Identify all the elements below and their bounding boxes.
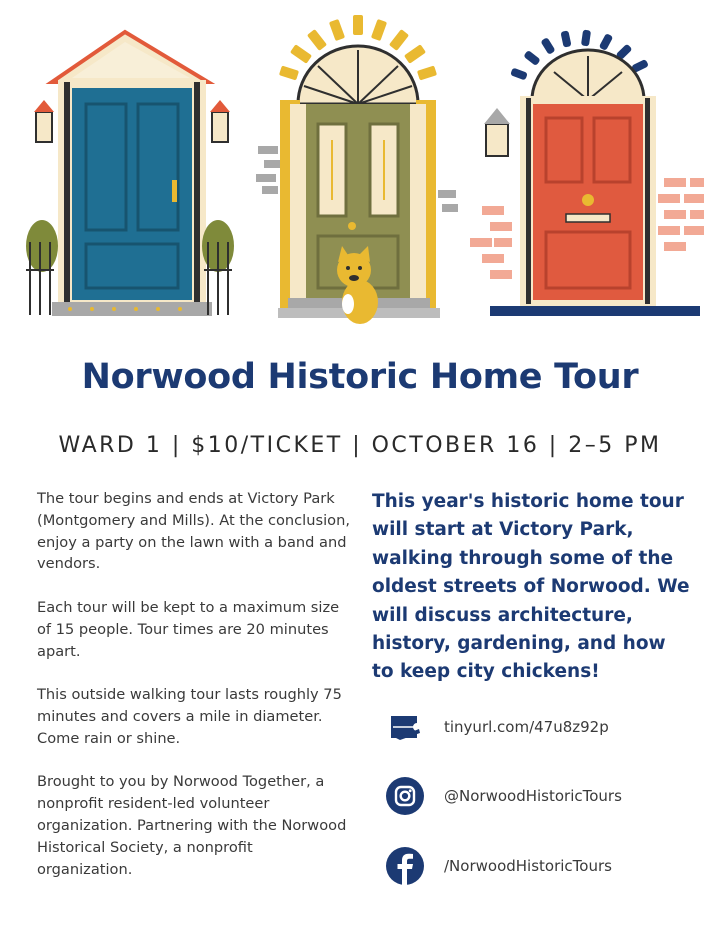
instagram-handle[interactable]: @NorwoodHistoricTours — [444, 787, 622, 805]
page-title: Norwood Historic Home Tour — [81, 357, 639, 397]
ticket-link[interactable] — [386, 707, 609, 747]
facebook-icon — [386, 847, 424, 885]
facebook-link[interactable] — [386, 846, 612, 886]
instagram-icon — [386, 777, 424, 815]
highlight-text: This year's historic home tour will start at Victory Park, walking through some of the oldest streets of Norwood. We will discuss architecture, history, gardening, and how to keep city chickens! — [372, 491, 690, 683]
blue-door-illustration — [26, 32, 234, 316]
tour-description — [37, 488, 352, 902]
facebook-handle[interactable]: /NorwoodHistoricTours — [444, 857, 612, 875]
olive-door-illustration — [256, 15, 458, 324]
ticket-link-text[interactable]: tinyurl.com/47u8z92p — [444, 718, 609, 736]
paragraph: This outside walking tour lasts roughly 75 minutes and covers a mile in diameter. Come rain or shine. — [37, 686, 342, 747]
event-details: WARD 1 | $10/TICKET | OCTOBER 16 | 2–5 PM — [58, 433, 662, 458]
paragraph: Each tour will be kept to a maximum size of 15 people. Tour times are 20 minutes apart. — [37, 598, 340, 660]
doors-illustration — [0, 0, 720, 340]
paragraph: Brought to you by Norwood Together, a nonprofit resident-led volunteer organization. Partnering with the Norwood Historical Society, a nonprofit organization. — [37, 773, 347, 878]
paragraph: The tour begins and ends at Victory Park (Montgomery and Mills). At the conclusion, enjoy a party on the lawn with a band and vendors. — [37, 490, 350, 573]
instagram-link[interactable] — [386, 776, 622, 816]
red-door-illustration — [470, 30, 704, 316]
ticket-icon — [386, 708, 424, 746]
